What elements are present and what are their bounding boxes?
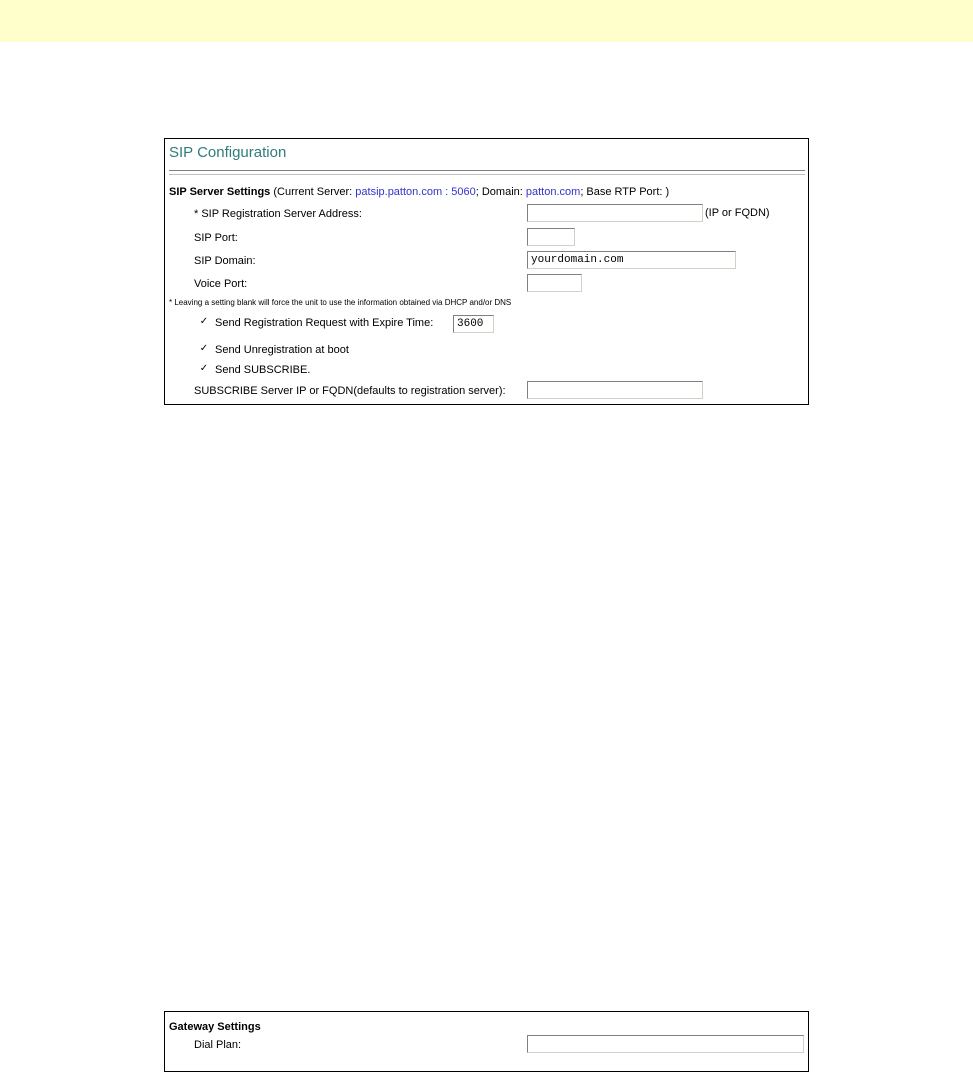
sip-configuration-panel [164,138,809,405]
blank-setting-note: * Leaving a setting blank will force the unit to use the information obtained via DHCP and/or DNS [169,298,512,307]
registration-server-hint: (IP or FQDN) [705,207,770,219]
subscribe-server-label: SUBSCRIBE Server IP or FQDN(defaults to registration server): [194,385,506,397]
registration-server-label: * SIP Registration Server Address: [194,208,362,220]
domain-prefix: ; Domain: [475,186,523,198]
voice-port-label: Voice Port: [194,278,248,290]
server-settings-line [169,186,669,198]
sip-domain-input[interactable]: yourdomain.com [527,251,736,269]
send-subscribe-label: Send SUBSCRIBE. [215,364,311,376]
gateway-settings-panel [164,1011,809,1072]
subscribe-server-input[interactable] [527,381,703,399]
title-divider [169,170,805,175]
server-settings-heading: SIP Server Settings [169,186,271,198]
send-registration-label: Send Registration Request with Expire Time: [215,317,434,329]
send-registration-checkbox[interactable]: ✓ [199,316,209,327]
top-banner [0,0,973,42]
send-unregistration-label: Send Unregistration at boot [215,344,349,356]
send-subscribe-checkbox[interactable]: ✓ [199,363,209,374]
sip-port-input[interactable] [527,228,575,246]
current-server-prefix: (Current Server: [273,186,353,198]
current-server-link[interactable]: patsip.patton.com : 5060 [355,186,476,198]
page-title: SIP Configuration [169,144,287,161]
send-unregistration-checkbox[interactable]: ✓ [199,343,209,354]
gateway-settings-heading: Gateway Settings [169,1021,261,1033]
expire-time-input[interactable]: 3600 [453,315,494,333]
voice-port-input[interactable] [527,274,582,292]
dial-plan-input[interactable] [527,1035,804,1053]
domain-link[interactable]: patton.com [525,186,581,198]
sip-domain-label: SIP Domain: [194,255,256,267]
registration-server-input[interactable] [527,204,703,222]
base-rtp-port-text: ; Base RTP Port: ) [580,186,670,198]
dial-plan-label: Dial Plan: [194,1039,242,1051]
sip-port-label: SIP Port: [194,232,238,244]
